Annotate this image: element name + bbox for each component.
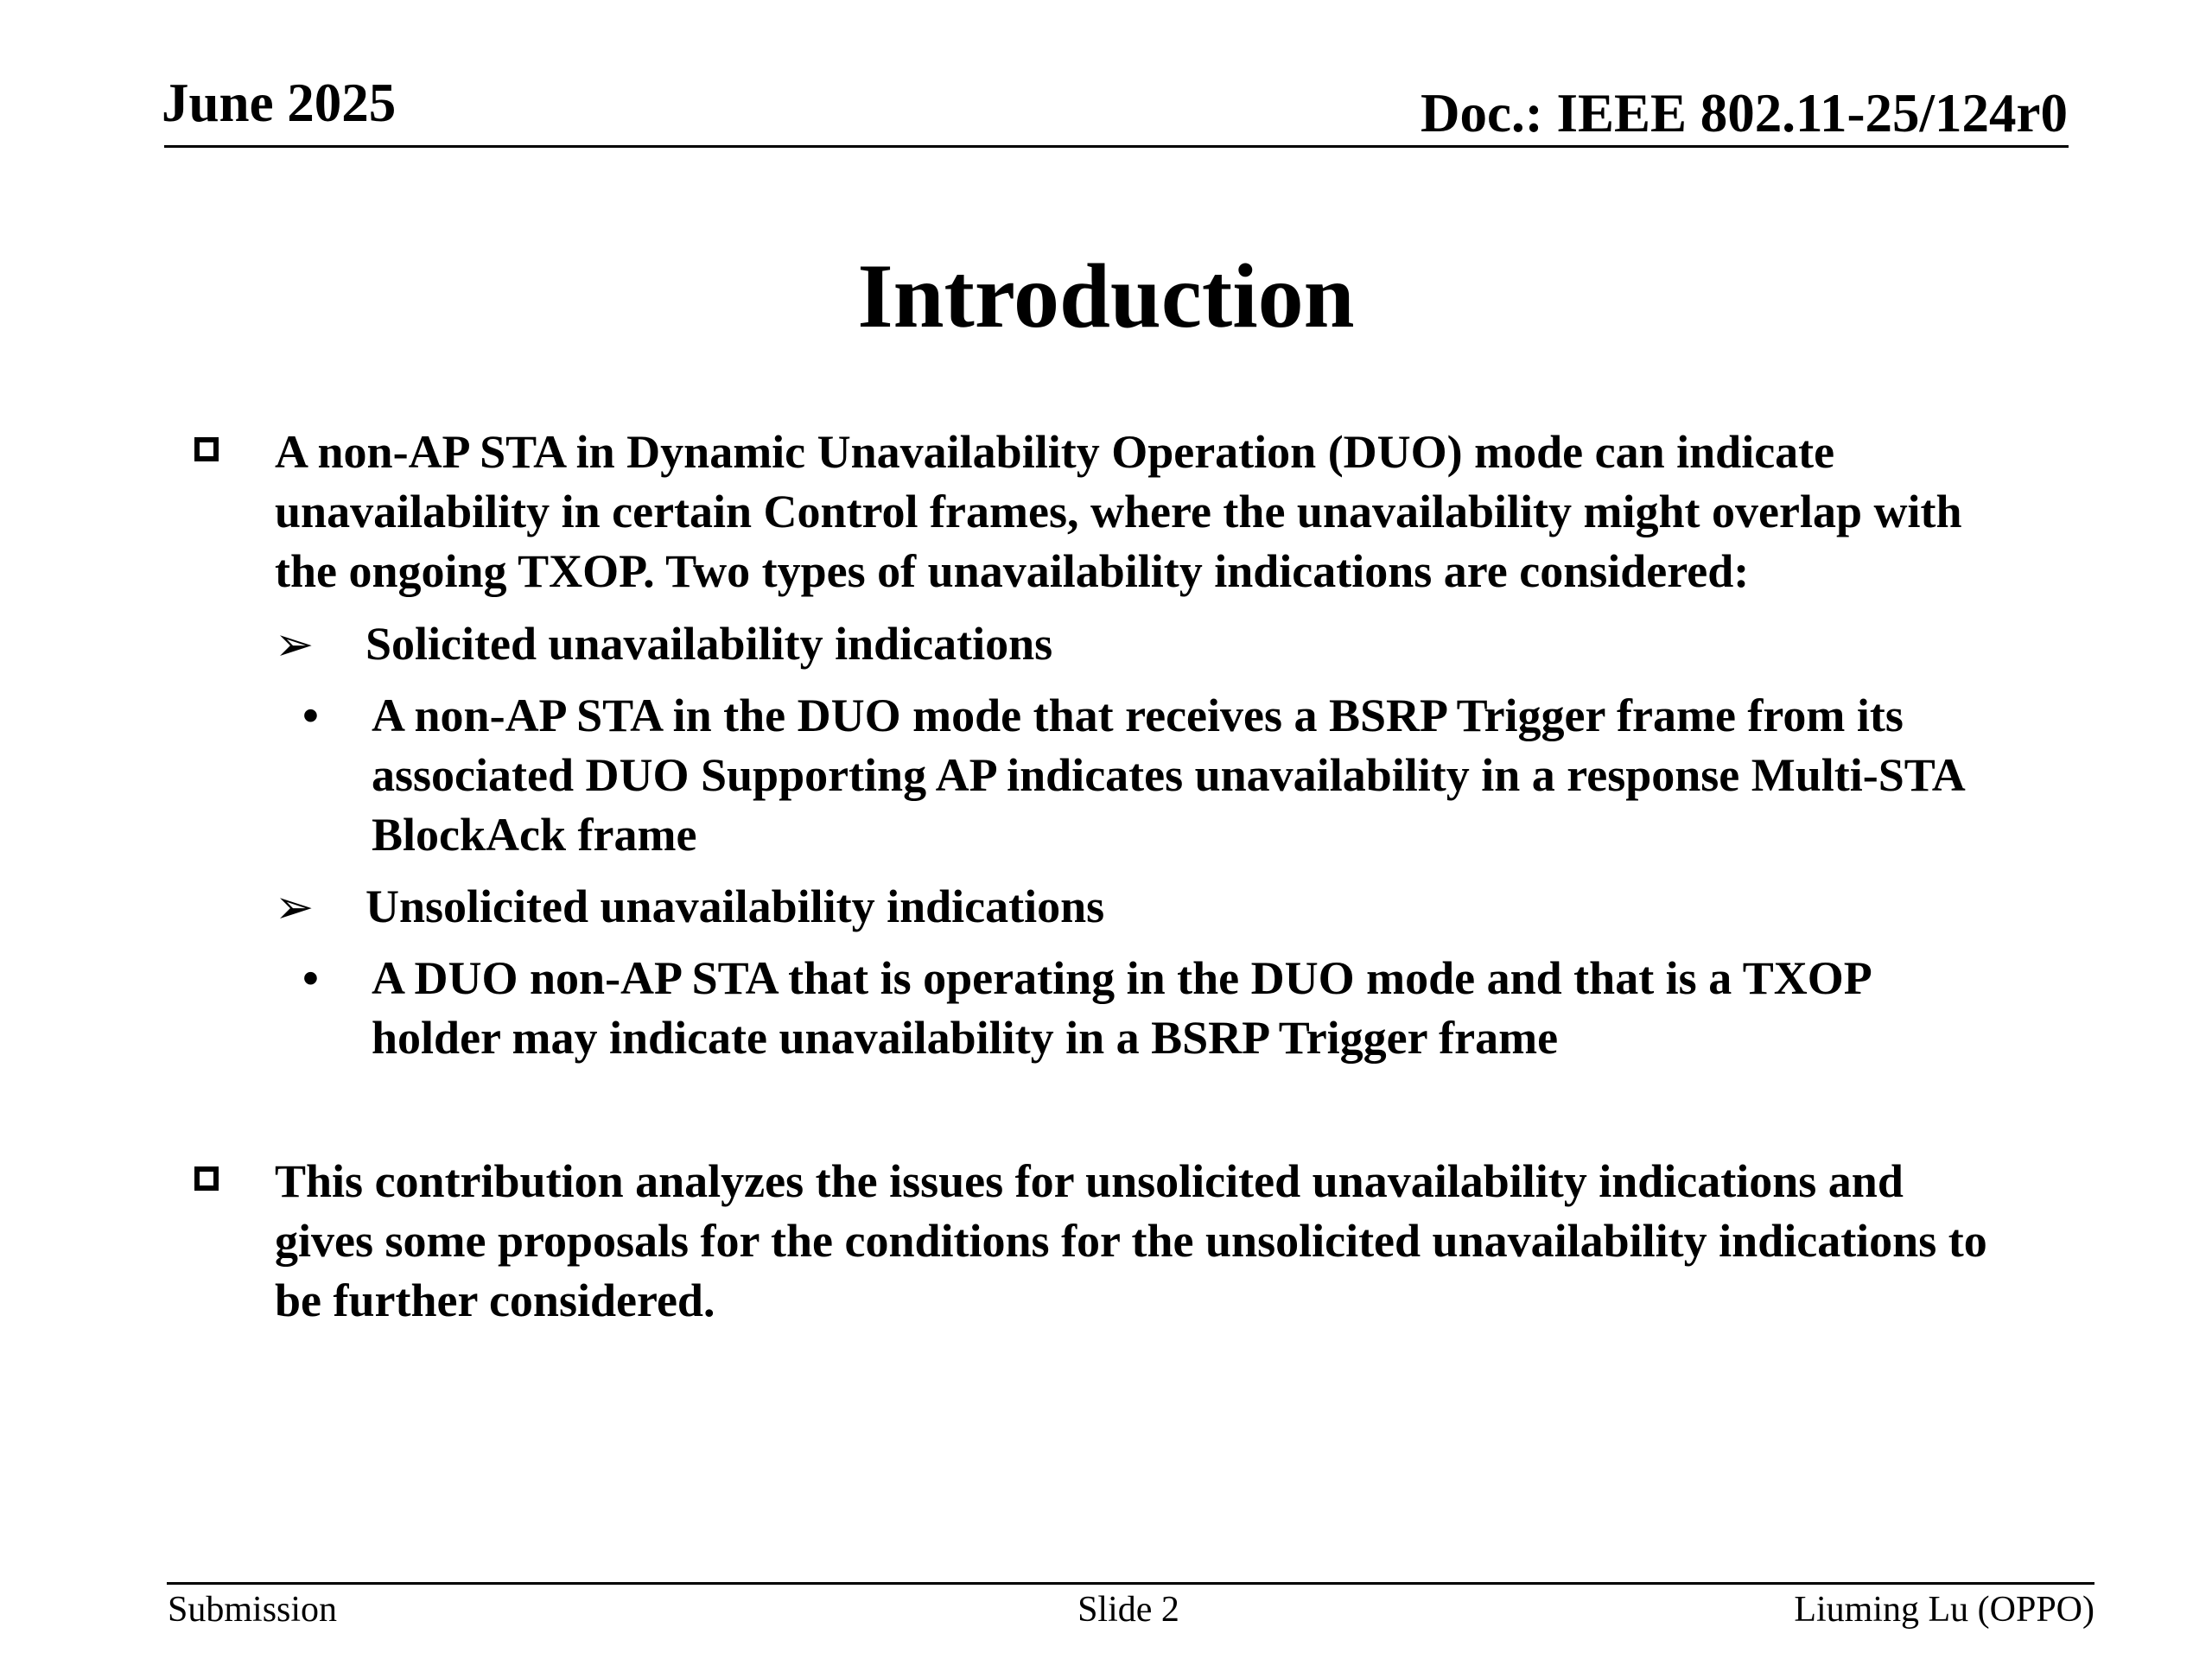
bullet1-line: A non-AP STA in Dynamic Unavailability Operation (DUO) mode can indicate [275,426,1835,478]
footer-slide-number: Slide 2 [1077,1590,1179,1630]
sub2-detail [372,949,1872,1068]
sub2-detail-line: A DUO non-AP STA that is operating in the DUO mode and that is a TXOP [372,952,1872,1004]
sub1-heading: Solicited unavailability indications [365,618,1053,670]
header-date: June 2025 [162,73,397,133]
sub1-detail-line: A non-AP STA in the DUO mode that receives a BSRP Trigger frame from its [372,690,1904,741]
hollow-square-bullet-icon [194,1166,219,1191]
bullet2-text [275,1152,1987,1331]
hollow-square-bullet-icon [194,437,219,461]
bullet2-line: gives some proposals for the conditions for the unsolicited unavailability indications to [275,1215,1987,1267]
dot-bullet-icon: • [302,690,319,741]
sub1-detail-line: BlockAck frame [372,809,697,861]
arrowhead-bullet-icon: ➢ [275,880,315,934]
sub2-detail-line: holder may indicate unavailability in a BSRP Trigger frame [372,1012,1559,1064]
footer-divider [167,1582,2094,1585]
header-doc-id: Doc.: IEEE 802.11-25/124r0 [1421,83,2068,143]
bullet1-line: the ongoing TXOP. Two types of unavailability indications are considered: [275,545,1750,597]
bullet1-text [275,423,1962,601]
slide-title: Introduction [857,245,1355,346]
arrowhead-bullet-icon: ➢ [275,617,315,671]
sub2-heading: Unsolicited unavailability indications [365,880,1105,932]
bullet1-line: unavailability in certain Control frames, where the unavailability might overlap with [275,486,1962,537]
sub1-detail [372,686,1966,865]
footer-submission: Submission [168,1590,338,1630]
bullet2-line: be further considered. [275,1274,715,1326]
bullet2-line: This contribution analyzes the issues for unsolicited unavailability indications and [275,1155,1904,1207]
dot-bullet-icon: • [302,952,319,1004]
footer-author: Liuming Lu (OPPO) [1794,1590,2094,1630]
sub1-detail-line: associated DUO Supporting AP indicates unavailability in a response Multi-STA [372,749,1966,801]
header-divider [164,145,2069,148]
